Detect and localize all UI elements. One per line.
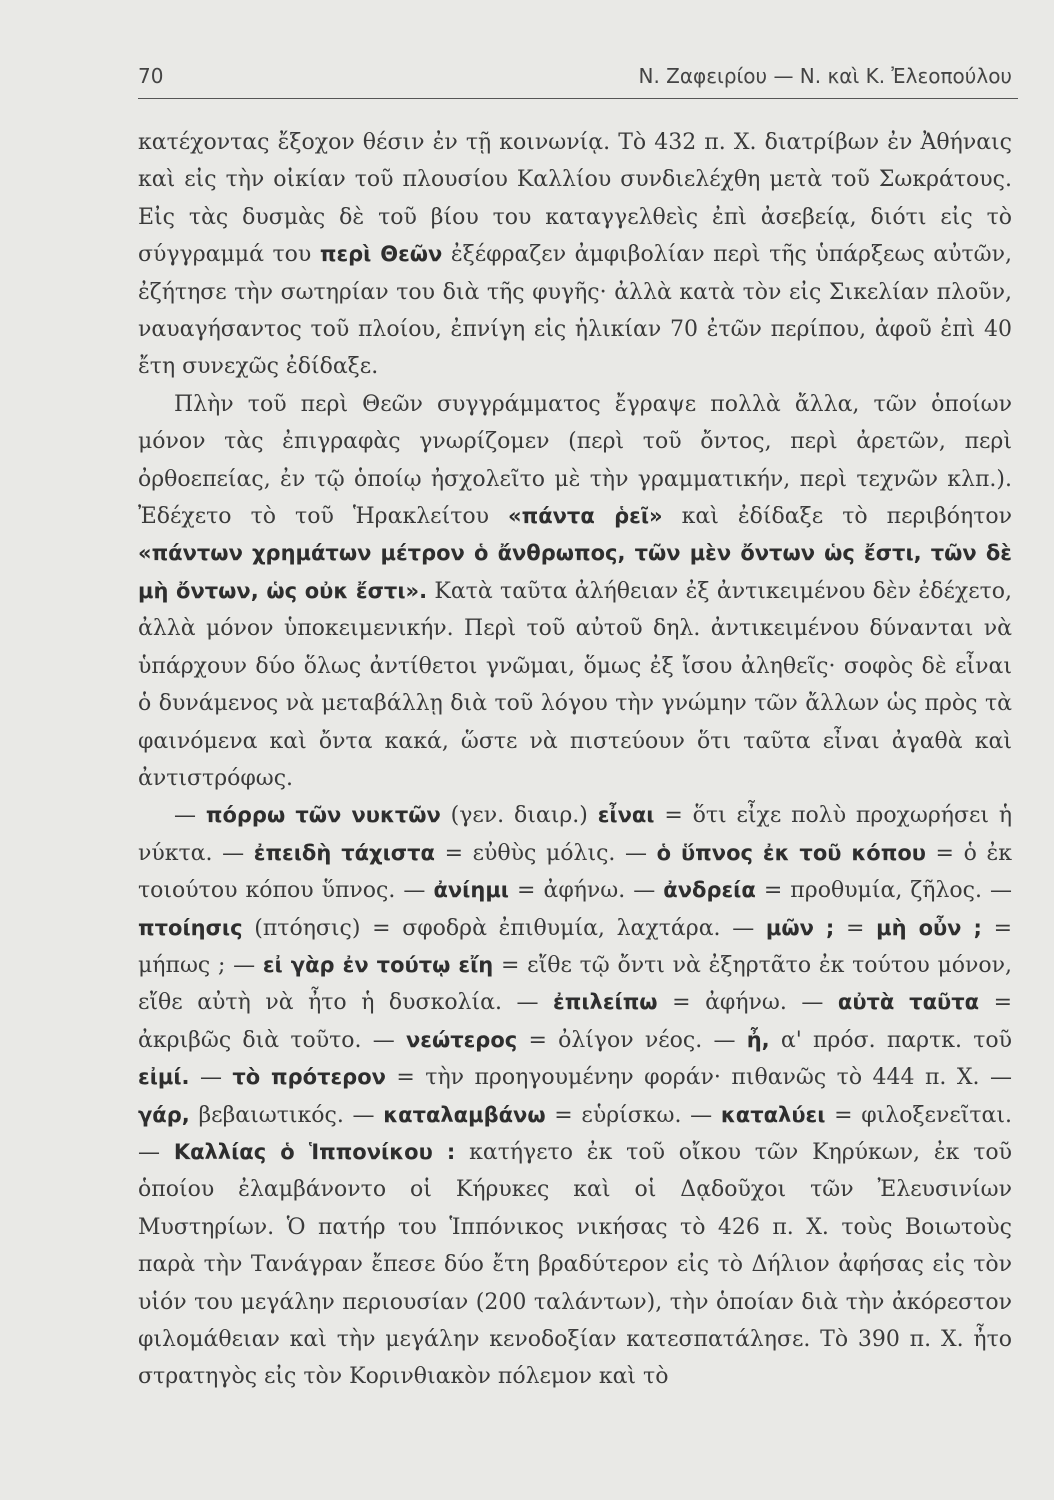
paragraph xyxy=(138,797,1012,1396)
page-header xyxy=(138,58,1018,98)
bold-term: καταλύει xyxy=(720,1102,826,1127)
text-run: — xyxy=(174,803,206,829)
bold-term: ἀνίημι xyxy=(433,878,509,903)
page-number: 70 xyxy=(138,64,164,88)
running-head: Ν. Ζαφειρίου — Ν. καὶ Κ. Ἐλεοπούλου xyxy=(638,64,1012,88)
bold-term: καταλαμβάνω xyxy=(383,1102,546,1127)
text-run: = ὁ ἐκ τοιούτου κόπου ὕπνος. — xyxy=(138,840,1013,904)
paragraph xyxy=(138,124,1012,386)
text-run: = εὑρίσκω. — xyxy=(545,1102,721,1128)
text-run: Πλὴν τοῦ περὶ Θεῶν συγγράμματος ἔγραψε πολλὰ ἄλλα, τῶν ὁποίων μόνον τὰς ἐπιγραφὰς γνωρίζομεν (περὶ τοῦ ὄντος, περὶ ἀρετῶν, περὶ ὀρθοεπείας, ἐν τῷ ὁποίῳ ἠσχολεῖτο μὲ τὴν γραμματικήν, περὶ τεχνῶν κλπ.). Ἐδέχετο τὸ τοῦ Ἡρακλείτου xyxy=(138,391,1012,530)
bold-term: ὁ ὕπνος ἐκ τοῦ κόπου xyxy=(656,840,926,865)
text-run: (γεν. διαιρ.) xyxy=(440,803,598,829)
bold-term: ἦ, xyxy=(746,1027,770,1052)
bold-term: αὐτὰ ταῦτα xyxy=(837,990,980,1015)
text-run: = ὀλίγον νέος. — xyxy=(517,1027,747,1053)
bold-term: γάρ, xyxy=(138,1102,190,1127)
text-run: = τὴν προηγουμένην φοράν· πιθανῶς τὸ 444 π. Χ. — xyxy=(385,1065,1012,1091)
paragraph xyxy=(138,386,1012,797)
text-run: ἐξέφραζεν ἀμφιβολίαν περὶ τῆς ὑπάρξεως αὐτῶν, ἐζήτησε τὴν σωτηρίαν του διὰ τῆς φυγῆς· ἀλλὰ κατὰ τὸν εἰς Σικελίαν πλοῦν, ναυαγήσαντος τοῦ πλοίου, ἐπνίγη εἰς ἡλικίαν 70 ἐτῶν περίπου, ἀφοῦ ἐπὶ 40 ἔτη συνεχῶς ἐδίδαξε. xyxy=(138,242,1012,380)
text-run: = προθυμία, ζῆλος. — xyxy=(755,878,1013,904)
text-run: = ἀφήνω. — xyxy=(508,878,664,904)
text-run: = εὐθὺς μόλις. — xyxy=(434,840,657,866)
text-run: κατέχοντας ἔξοχον θέσιν ἐν τῇ κοινωνίᾳ. Τὸ 432 π. Χ. διατρίβων ἐν Ἀθήναις καὶ εἰς τὴν οἰκίαν τοῦ πλουσίου Καλλίου συνδιελέχθη μετὰ τοῦ Σωκράτους. Εἰς τὰς δυσμὰς δὲ τοῦ βίου του καταγγελθεὶς ἐπὶ ἀσεβείᾳ, διότι εἰς τὸ σύγγραμμά του xyxy=(138,130,1012,268)
bold-term: «πάντα ῥεῖ» xyxy=(508,504,663,529)
text-run: = εἴθε τῷ ὄντι νὰ ἐξηρτᾶτο ἐκ τούτου μόνον, εἴθε αὐτὴ νὰ ἦτο ἡ δυσκολία. — xyxy=(138,952,1012,1016)
bold-term: ἐπειδὴ τάχιστα xyxy=(253,840,435,865)
bold-term: εἶναι xyxy=(597,803,655,828)
text-run: = ἀκριβῶς διὰ τοῦτο. — xyxy=(138,990,1012,1053)
bold-term: πόρρω τῶν νυκτῶν xyxy=(205,803,441,828)
text-run: α' πρόσ. παρτκ. τοῦ xyxy=(769,1027,1013,1053)
bold-term: Καλλίας ὁ Ἱππονίκου : xyxy=(173,1139,456,1164)
text-run: καὶ ἐδίδαξε τὸ περιβόητον xyxy=(662,504,1012,530)
bold-term: εἰ γὰρ ἐν τούτῳ εἴη xyxy=(262,952,494,977)
text-run: = ὅτι εἶχε πολὺ προχωρήσει ἡ νύκτα. — xyxy=(138,803,1012,866)
bold-term: μῶν ; xyxy=(765,915,835,940)
text-run: κατήγετο ἐκ τοῦ οἴκου τῶν Κηρύκων, ἐκ τοῦ ὁποίου ἐλαμβάνοντο οἱ Κήρυκες καὶ οἱ Δᾳδοῦχοι τῶν Ἐλευσινίων Μυστηρίων. Ὁ πατήρ του Ἱππόνικος νικήσας τὸ 426 π. Χ. τοὺς Βοιωτοὺς παρὰ τὴν Τανάγραν ἔπεσε δύο ἔτη βραδύτερον εἰς τὸ Δήλιον ἀφήσας εἰς τὸν υἱόν του μεγάλην περιουσίαν (200 ταλάντων), τὴν ὁποίαν διὰ τὴν ἀκόρεστον φιλομάθειαν καὶ τὴν μεγάλην κενοδοξίαν κατεσπατάλησε. Τὸ 390 π. Χ. ἦτο στρατηγὸς εἰς τὸν Κορινθιακὸν πόλεμον καὶ τὸ xyxy=(138,1139,1013,1390)
bold-term: νεώτερος xyxy=(405,1027,518,1052)
bold-term: μὴ οὖν ; xyxy=(876,915,982,940)
text-run: = xyxy=(834,915,877,941)
text-run: Κατὰ ταῦτα ἀλήθειαν ἐξ ἀντικειμένου δὲν ἐδέχετο, ἀλλὰ μόνον ὑποκειμενικήν. Περὶ τοῦ αὐτοῦ δηλ. ἀντικειμένου δύνανται νὰ ὑπάρχουν δύο ὅλως ἀντίθετοι γνῶμαι, ὅμως ἐξ ἴσου ἀληθεῖς· σοφὸς δὲ εἶναι ὁ δυνάμενος νὰ μεταβάλλῃ διὰ τοῦ λόγου τὴν γνώμην τῶν ἄλλων ὡς πρὸς τὰ φαινόμενα καὶ ὄντα κακά, ὥστε νὰ πιστεύουν ὅτι ταῦτα εἶναι ἀγαθὰ καὶ ἀντιστρόφως. xyxy=(138,578,1013,791)
body-text xyxy=(138,124,1012,1396)
bold-term: ἐπιλείπω xyxy=(553,990,658,1015)
bold-term: «πάντων χρημάτων μέτρον ὁ ἄνθρωπος, τῶν μὲν ὄντων ὡς ἔστι, τῶν δὲ μὴ ὄντων, ὡς οὐκ ἔστι». xyxy=(138,541,1012,603)
bold-term: περὶ Θεῶν xyxy=(319,242,443,267)
text-run: = μήπως ; — xyxy=(138,915,1013,978)
header-rule xyxy=(138,98,1018,99)
bold-term: εἰμί. xyxy=(138,1065,190,1090)
text-run: = ἀφήνω. — xyxy=(657,990,838,1016)
text-run: = φιλοξενεῖται. — xyxy=(138,1102,1013,1165)
text-run: βεβαιωτικός. — xyxy=(189,1102,384,1128)
bold-term: ἀνδρεία xyxy=(663,878,756,903)
text-run: — xyxy=(189,1065,233,1091)
bold-term: τὸ πρότερον xyxy=(232,1065,386,1090)
text-run: (πτόησις) = σφοδρὰ ἐπιθυμία, λαχτάρα. — xyxy=(242,915,766,941)
bold-term: πτοίησις xyxy=(138,915,243,940)
